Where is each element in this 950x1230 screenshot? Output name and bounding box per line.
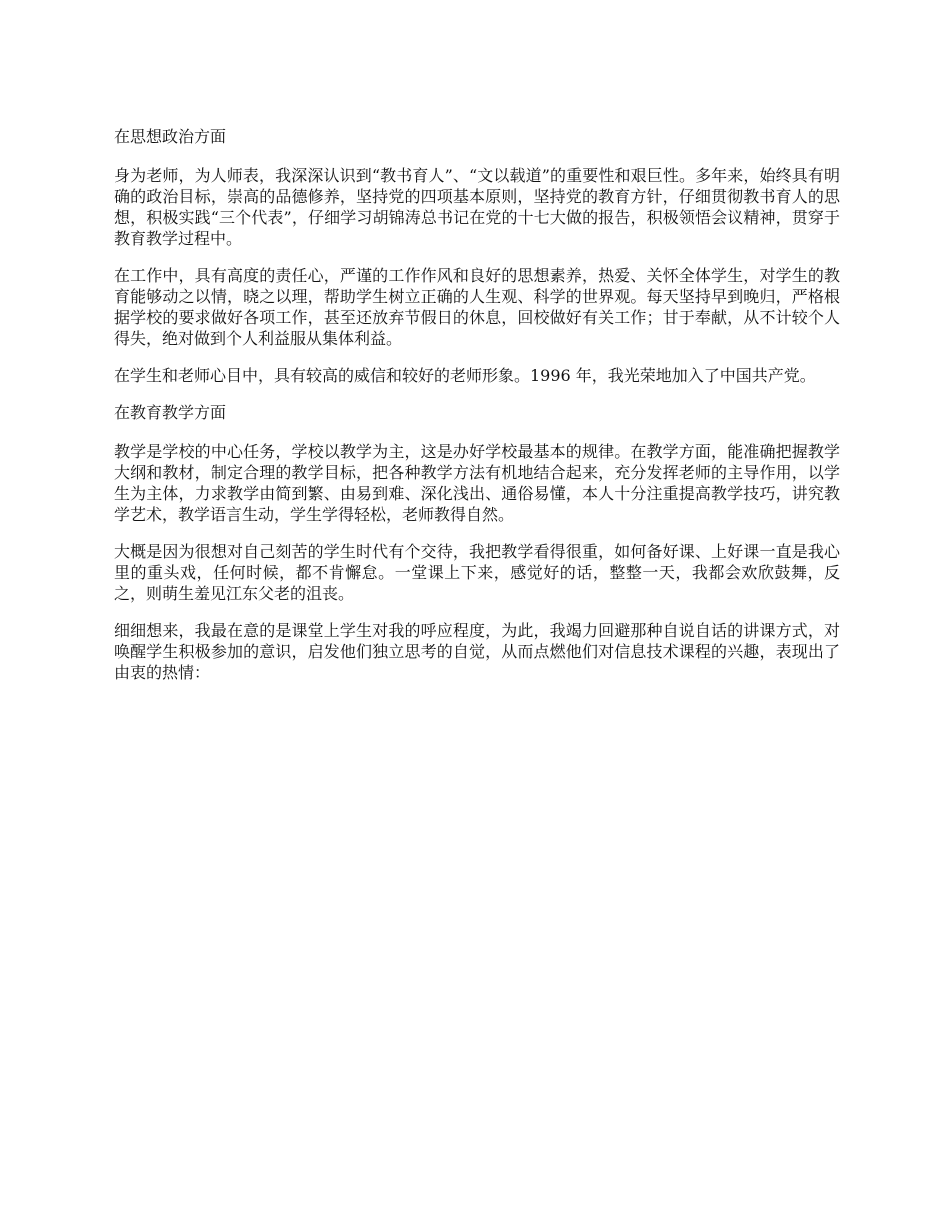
section-heading-teaching: 在教育教学方面 (114, 403, 227, 422)
document-page (114, 126, 840, 699)
section-heading-political: 在思想政治方面 (114, 127, 227, 146)
paragraph-reputation: 在学生和老师心目中，具有较高的威信和较好的老师形象。1996 年，我光荣地加入了中国共产党。 (114, 366, 816, 385)
paragraph-teacher-role: 身为老师，为人师表，我深深认识到“教书育人”、“文以载道”的重要性和艰巨性。多年来，始终具有明确的政治目标，崇高的品德修养，坚持党的四项基本原则，坚持党的教育方针，仔细贯彻教书育人的思想，积极实践“三个代表”，仔细学习胡锦涛总书记在党的十七大做的报告，积极领悟会议精神，贯穿于教育教学过程中。 (114, 166, 840, 248)
paragraph-classroom-response: 细细想来，我最在意的是课堂上学生对我的呼应程度，为此，我竭力回避那种自说自话的讲课方式，对唤醒学生积极参加的意识，启发他们独立思考的自觉，从而点燃他们对信息技术课程的兴趣，表现出了由衷的热情： (114, 621, 840, 682)
paragraph-teaching-importance: 大概是因为很想对自己刻苦的学生时代有个交待，我把教学看得很重，如何备好课、上好课一直是我心里的重头戏，任何时候，都不肯懈怠。一堂课上下来，感觉好的话，整整一天，我都会欢欣鼓舞，反之，则萌生羞见江东父老的沮丧。 (114, 542, 840, 603)
paragraph-work-attitude: 在工作中，具有高度的责任心，严谨的工作作风和良好的思想素养，热爱、关怀全体学生，对学生的教育能够动之以情，晓之以理，帮助学生树立正确的人生观、科学的世界观。每天坚持早到晚归，严格根据学校的要求做好各项工作，甚至还放弃节假日的休息，回校做好有关工作；甘于奉献，从不计较个人得失，绝对做到个人利益服从集体利益。 (114, 266, 840, 348)
paragraph-teaching-center: 教学是学校的中心任务，学校以教学为主，这是办好学校最基本的规律。在教学方面，能准确把握教学大纲和教材，制定合理的教学目标，把各种教学方法有机地结合起来，充分发挥老师的主导作用，以学生为主体，力求教学由简到繁、由易到难、深化浅出、通俗易懂，本人十分注重提高教学技巧，讲究教学艺术，教学语言生动，学生学得轻松，老师教得自然。 (114, 442, 840, 524)
